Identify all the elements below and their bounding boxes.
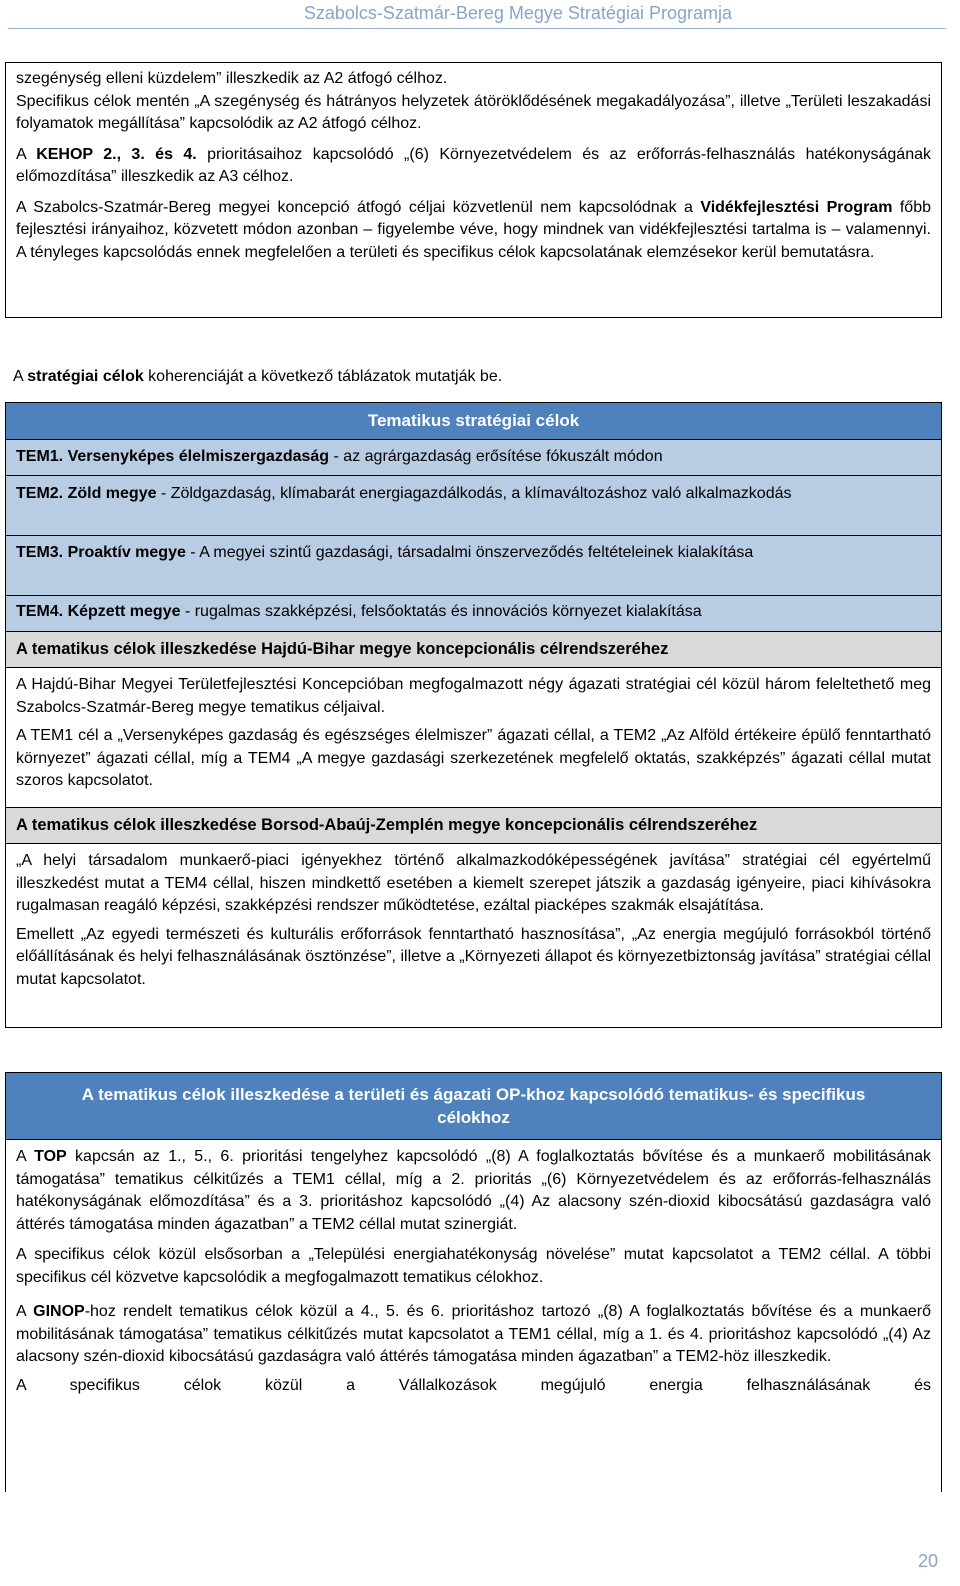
- tem4-row: TEM4. Képzett megye - rugalmas szakképzési, felsőoktatás és innovációs környezet kialakítása: [6, 595, 941, 631]
- header-rule: [8, 28, 946, 29]
- borsod-paragraph-1: „A helyi társadalom munkaerő-piaci igényekhez történő alkalmazkodóképességének javítása” stratégiai cél egyértelmű illeszkedést mutat a TEM4 céllal, hiszen mindkettő esetében a kiemelt szerepet játszik a gazdaság igényeire, piaci kihívásokra rugalmasan reagáló képzési, szakképzési rendszer működtetése, ezáltal piacképes szakmák elsajátítása.: [16, 852, 931, 914]
- page-header: [0, 0, 960, 36]
- hajdu-bihar-paragraph-2: A TEM1 cél a „Versenyképes gazdaság és egészséges élelmiszer” ágazati céllal, a TEM2 „Az Alföld értékeire épülő fenntartható környezet” ágazati céllal, míg a TEM4 „A megye gazdasági szerkezetének megfelelő oktatás, szakképzés” ágazati céllal mutat szoros kapcsolatot.: [16, 727, 931, 789]
- paragraph-rural-development: A Szabolcs-Szatmár-Bereg megyei koncepció átfogó céljai közvetlenül nem kapcsolódnak a Vidékfejlesztési Program főbb fejlesztési irányaihoz, közvetett módon azonban – figyelembe véve, hogy mindnek van vidékfejlesztési tartalma is – valamennyi. A tényleges kapcsolódás ennek megfelelően a területi és specifikus célok kapcsolatának elemzésekor kerül bemutatásra.: [16, 198, 931, 261]
- document-title: Szabolcs-Szatmár-Bereg Megye Stratégiai Programja: [303, 3, 732, 23]
- paragraph-top: A TOP kapcsán az 1., 5., 6. prioritási tengelyhez kapcsolódó „(8) A foglalkoztatás bővítése és a munkaerő mobilitásának támogatása” tematikus célkitűzés a TEM1 céllal, míg a 2. prioritás „(6) Környezetvédelem és az erőforrás-felhasználás hatékonyságának előmozdítása” és a 3. prioritáshoz kapcsolódó „(4) Az alacsony szén-dioxid kibocsátású gazdaságra való áttérés támogatása minden ágazatban” a TEM2 céllal mutat szinergiát.: [16, 1148, 932, 1233]
- paragraph-specific-energy: A specifikus célok közül elsősorban a „Települési energiahatékonyság növelése” mutat kapcsolatot a TEM2 céllal. A többi specifikus cél közvetve kapcsolódik a megfogalmazott tematikus célokhoz.: [16, 1246, 931, 1286]
- op-table-heading: A tematikus célok illeszkedése a területi és ágazati OP-khoz kapcsolódó tematikus- és specifikus célokhoz: [6, 1073, 941, 1139]
- paragraph-kehop: A KEHOP 2., 3. és 4. prioritásaihoz kapcsolódó „(6) Környezetvédelem és az erőforrás-felhasználás hatékonyságának előmozdítása” illeszkedik az A3 célhoz.: [16, 145, 931, 185]
- borsod-heading: A tematikus célok illeszkedése Borsod-Abaúj-Zemplén megye koncepcionális célrendszeréhez: [6, 807, 941, 843]
- strategic-goals-label: stratégiai célok: [27, 368, 144, 385]
- lead-sentence: A stratégiai célok koherenciáját a következő táblázatok mutatják be.: [13, 368, 503, 385]
- hajdu-bihar-heading: A tematikus célok illeszkedése Hajdú-Bihar megye koncepcionális célrendszeréhez: [6, 631, 941, 667]
- tem2-row: TEM2. Zöld megye - Zöldgazdaság, klímabarát energiagazdálkodás, a klímaváltozáshoz való alkalmazkodás: [6, 475, 941, 535]
- paragraph-a2-poverty: szegénység elleni küzdelem” illeszkedik az A2 átfogó célhoz.: [16, 70, 448, 87]
- hajdu-bihar-cell: [6, 667, 941, 807]
- borsod-paragraph-2: Emellett „Az egyedi természeti és kulturális erőforrások fenntartható hasznosítása”, „Az energia megújuló forrásokból történő előállításának és helyi felhasználásának ösztönzése”, illetve a „Környezeti állapot és környezetbiztonság javítása” stratégiai céllal mutat kapcsolatot.: [16, 925, 931, 988]
- top-label: TOP: [34, 1148, 67, 1165]
- op-alignment-table: [5, 1072, 942, 1492]
- ginop-label: GINOP: [33, 1303, 85, 1320]
- table-heading: Tematikus stratégiai célok: [6, 403, 941, 439]
- paragraph-ginop: A GINOP-hoz rendelt tematikus célok közül a 4., 5. és 6. prioritáshoz tartozó „(8) A foglalkoztatás bővítése és a munkaerő mobilitásának támogatása” tematikus célkitűzés mutat kapcsolatot a TEM1 céllal, míg a 1. és 4. prioritáshoz kapcsolódó „(4) Az alacsony szén-dioxid kibocsátású gazdaságra való áttérés támogatása minden ágazatban” a TEM2-höz illeszkedik.: [16, 1303, 932, 1365]
- paragraph-specific-goals: Specifikus célok mentén „A szegénység és hátrányos helyzetek átöröklődésének megakadályozása”, illetve „Területi leszakadási folyamatok megállítása” kapcsolódik az A2 átfogó célhoz.: [16, 92, 931, 132]
- borsod-cell: [6, 843, 941, 1029]
- op-table-body: [6, 1139, 941, 1493]
- tem3-row: TEM3. Proaktív megye - A megyei szintű gazdasági, társadalmi önszerveződés feltételeinek kialakítása: [6, 535, 941, 595]
- tem1-row: TEM1. Versenyképes élelmiszergazdaság - az agrárgazdaság erősítése fókuszált módon: [6, 439, 941, 475]
- paragraph-enterprises: A specifikus célok közül a Vállalkozások megújuló energia felhasználásának és: [16, 1376, 931, 1394]
- thematic-goals-table: [5, 402, 942, 1028]
- page-number: 20: [917, 1551, 938, 1571]
- text-box-op-links: [5, 62, 942, 318]
- hajdu-bihar-paragraph-1: A Hajdú-Bihar Megyei Területfejlesztési Koncepcióban megfogalmazott négy ágazati stratégiai cél közül három feleltethető meg Szabolcs-Szatmár-Bereg megye tematikus céljaival.: [16, 676, 931, 716]
- kehop-label: KEHOP 2., 3. és 4.: [36, 145, 197, 163]
- rural-program-label: Vidékfejlesztési Program: [700, 198, 893, 216]
